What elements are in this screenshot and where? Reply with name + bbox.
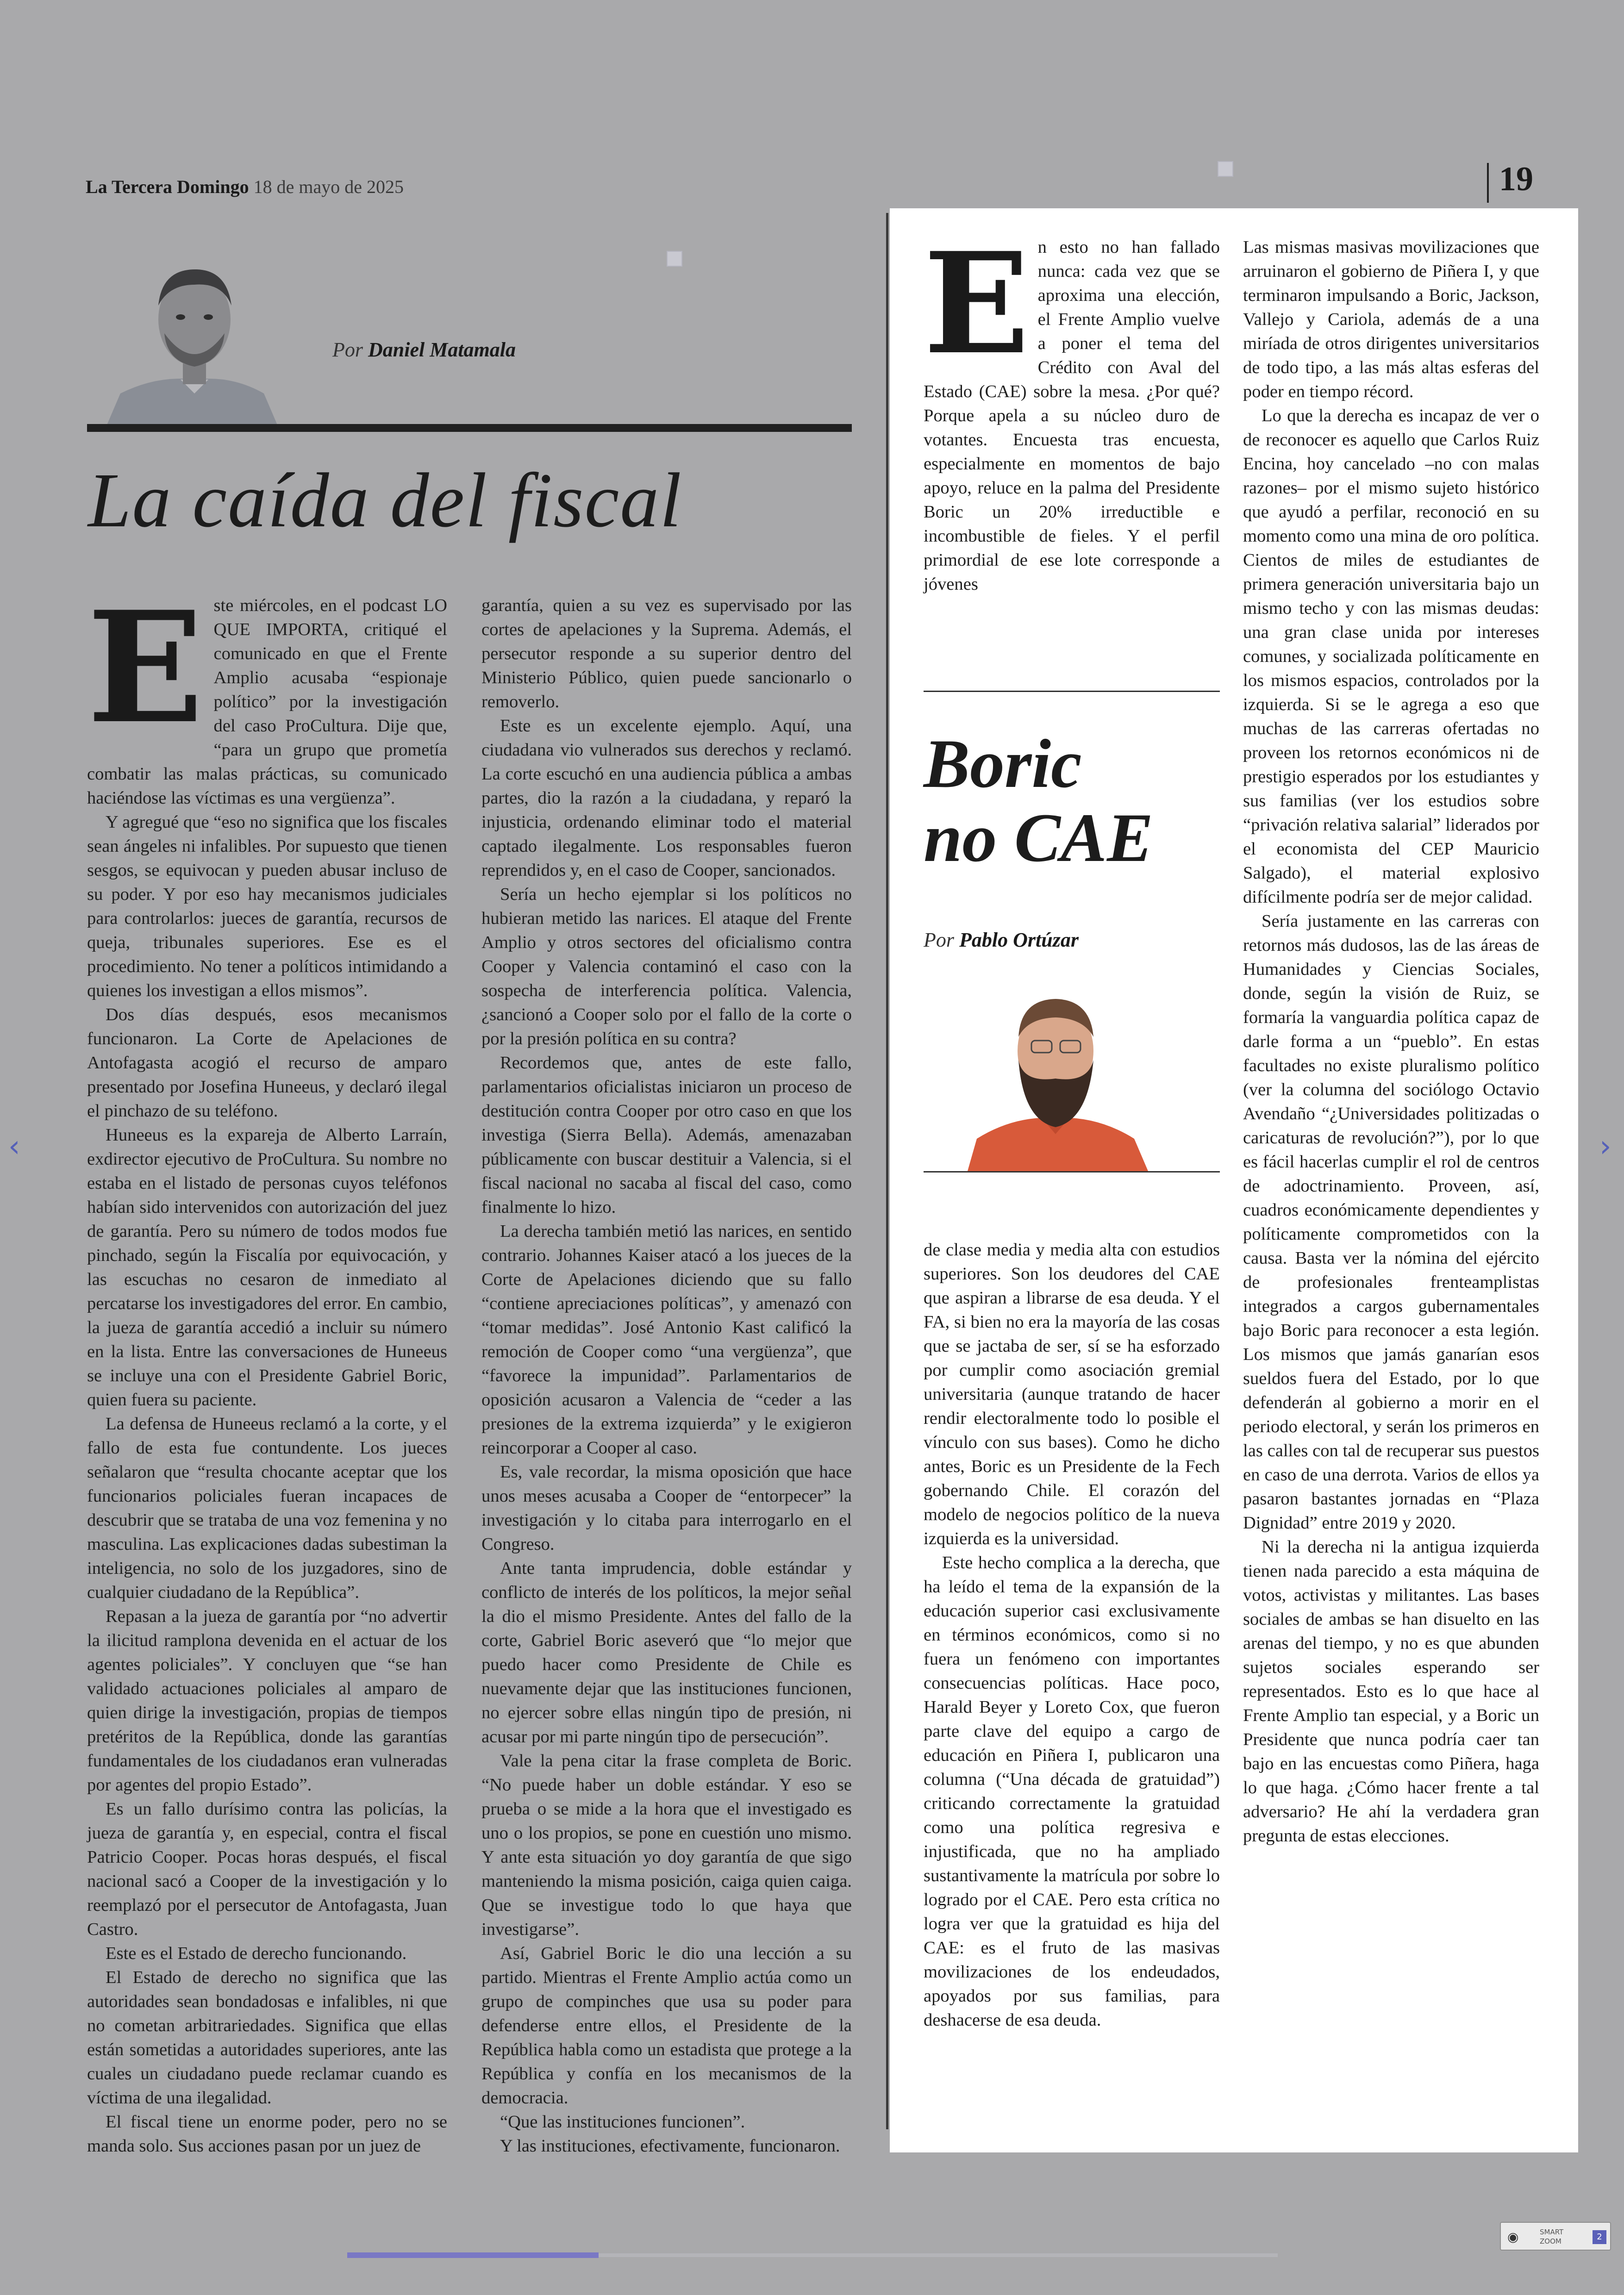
annotation-marker-icon[interactable] bbox=[667, 251, 682, 267]
column-divider bbox=[886, 213, 888, 2129]
paragraph: Lo que la derecha es incapaz de ver o de reconocer es aquello que Carlos Ruiz Encina, hoy cancelado –no con malas razones– por el mismo sujeto histórico que ayudó a perfilar, reconoció en su momento como una mina de oro política. Cientos de miles de estudiantes de primera generación universitaria bajo un mismo techo y con las mismas deudas: una gran clase unida por intereses comunes, y socializada políticamente en los mismos espacios, controlados por la izquierda. Si se le agrega a eso que muchas de las carreras ofertadas no proveen los retornos económicos ni de prestigio esperados por los estudiantes y sus familias (ver los estudios sobre “privación relativa salarial” liderados por el economista del CEP Mauricio Salgado), el material explosivo difícilmente podría ser de mejor calidad. bbox=[1243, 406, 1539, 907]
article-column bbox=[1243, 235, 1539, 1848]
paragraph: La derecha también metió las narices, en sentido contrario. Johannes Kaiser atacó a los jueces de la Corte de Apelaciones diciendo que su fallo “contiene apreciaciones políticas”, y amenazó con “tomar medidas”. José Antonio Kast calificó la remoción de Cooper como “una vergüenza”, que “favorece la impunidad”. Parlamentarios de oposición acusaron a Valencia de “ceder a las presiones de la extrema izquierda” y le exigieron reincorporar a Cooper al caso. bbox=[481, 1222, 852, 1458]
paragraph: En esto no han fallado nunca: cada vez que se aproxima una elección, el Frente Amplio vuelve a poner el tema del Crédito con Aval del Estado (CAE) sobre la mesa. ¿Por qué? Porque apela a su núcleo duro de votantes. Encuesta tras encuesta, especialmente en momentos de bajo apoyo, reluce en la palma del Presidente Boric un 20% irreductible e incombustible de fieles. Y el perfil primordial de ese lote corresponde a jóvenes bbox=[924, 222, 1220, 594]
section-divider bbox=[924, 691, 1220, 692]
paragraph: Así, Gabriel Boric le dio una lección a su partido. Mientras el Frente Amplio actúa como un grupo de compinches que usa su poder para defenderse entre ellos, el Presidente de la República habla como un estadista que protege a la República y confía en los mecanismos de la democracia. bbox=[481, 1944, 852, 2108]
paragraph: “Que las instituciones funcionen”. bbox=[500, 2112, 745, 2132]
page-header bbox=[86, 176, 404, 198]
paragraph: La defensa de Huneeus reclamó a la corte, y el fallo de esta fue contundente. Los jueces señalaron que “resulta chocante aceptar que los funcionarios policiales fueran incapaces de descubrir que se trataba de una voz femenina y no masculina. Las explicaciones dadas subestiman la inteligencia, no solo de los juzgadores, sino de cualquier ciudadano de la República”. bbox=[87, 1414, 447, 1602]
scrollbar-thumb[interactable] bbox=[347, 2252, 599, 2258]
paragraph: Y las instituciones, efectivamente, funcionaron. bbox=[500, 2136, 840, 2156]
article-column bbox=[87, 578, 447, 2158]
article-title: La caída del fiscal bbox=[88, 457, 682, 543]
paragraph: Este es un excelente ejemplo. Aquí, una ciudadana vio vulnerados sus derechos y reclamó. La corte escuchó en una audiencia pública a ambas partes, dio la razón a la ciudadana, y reparó la injusticia, ordenando eliminar todo el material captado ilegalmente. Los responsables fueron reprendidos y, en el caso de Cooper, sancionados. bbox=[481, 716, 852, 880]
photo-divider bbox=[924, 1171, 1220, 1172]
smart-zoom-button[interactable] bbox=[1500, 2222, 1611, 2251]
section-divider bbox=[87, 424, 852, 432]
paragraph: Sería justamente en las carreras con retornos más dudosos, las de las áreas de Humanidades y Ciencias Sociales, donde, según la visión de Ruiz, se formaría la vanguardia política capaz de darle forma a un “pueblo”. En estas facultades no existe pluralismo político (ver la columna del sociólogo Octavio Avendaño “¿Universidades politizadas o caricaturas de revolución?”), por lo que es fácil hacerlas cumplir el rol de centros de adoctrinamiento. Proveen, así, cuadros económicamente dependientes y políticamente comprometidos con la causa. Basta ver la nómina del ejército de profesionales frenteamplistas integrados a cargos gubernamentales bajo Boric para reconocer a esta legión. Los mismos que jamás ganarían esos sueldos fuera del Estado, por lo que defenderán al gobierno a morir en el periodo electoral, y serán los primeros en las calles con tal de recuperar sus puestos en caso de una derrota. Varios de ellos ya pasaron bastantes jornadas en “Plaza Dignidad” entre 2019 y 2020. bbox=[1243, 911, 1539, 1533]
byline-prefix: Por bbox=[332, 338, 363, 361]
paragraph: El fiscal tiene un enorme poder, pero no se manda solo. Sus acciones pasan por un juez de bbox=[87, 2112, 447, 2156]
zoom-level-badge: 2 bbox=[1593, 2230, 1606, 2244]
annotation-marker-icon[interactable] bbox=[1218, 161, 1233, 177]
paragraph: Recordemos que, antes de este fallo, parlamentarios oficialistas iniciaron un proceso de destitución contra Cooper por otro caso en que los investiga (Sierra Bella). Además, amenazaban públicamente con buscar destituir a Valencia, si el fiscal nacional no sacaba al fiscal del caso, como finalmente lo hizo. bbox=[481, 1053, 852, 1217]
byline-prefix: Por bbox=[924, 929, 954, 951]
author-name: Pablo Ortúzar bbox=[959, 929, 1079, 951]
next-page-icon[interactable]: › bbox=[1599, 1129, 1612, 1164]
paragraph: Este miércoles, en el podcast LO QUE IMPORTA, critiqué el comunicado en que el Frente Amplio acusaba “espionaje político” por la investigación del caso ProCultura. Dije que, “para un grupo que prometía combatir las malas prácticas, su comunicado haciéndose las víctimas es una vergüenza”. bbox=[87, 578, 447, 808]
article-column bbox=[924, 222, 1220, 596]
drop-cap: E bbox=[924, 222, 1030, 385]
paragraph: Ni la derecha ni la antigua izquierda tienen nada parecido a esta máquina de votos, activistas y militantes. Las bases sociales de ambas se han disuelto en las arenas del tiempo, y no es que abunden sujetos sociales esperando ser representados. Esto es lo que hace al Frente Amplio tan especial, y a Boric un Presidente que nunca podría caer tan bajo en las encuestas como Piñera, haga lo que haga. ¿Cómo hacer frente a tal adversario? He ahí la verdadera gran pregunta de estas elecciones. bbox=[1243, 1537, 1539, 1846]
paragraph: Dos días después, esos mecanismos funcionaron. La Corte de Apelaciones de Antofagasta acogió el recurso de amparo presentado por Josefina Huneeus, y declaró ilegal el pinchazo de su teléfono. bbox=[87, 1005, 447, 1121]
smart-zoom-label: SMART ZOOM bbox=[1540, 2228, 1564, 2245]
article-column bbox=[924, 1238, 1220, 2032]
paragraph: Es, vale recordar, la misma oposición que hace unos meses acusaba a Cooper de “entorpecer” la investigación y lo citaba para interrogarlo en el Congreso. bbox=[481, 1462, 852, 1554]
paragraph: Repasan a la jueza de garantía por “no advertir la ilicitud ramplona devenida en el actuar de los agentes policiales”. Y concluyen que “se han validado actuaciones policiales al amparo de quien dirige la investigación, propias de tiempos pretéritos de la República, donde las garantías fundamentales de los ciudadanos eran vulneradas por agentes del propio Estado”. bbox=[87, 1607, 447, 1795]
author-name: Daniel Matamala bbox=[368, 338, 516, 361]
paragraph: Ante tanta imprudencia, doble estándar y conflicto de interés de los políticos, la mejor señal la dio el mismo Presidente. Antes del fallo de la corte, Gabriel Boric aseveró que “lo mejor que puedo hacer como Presidente de Chile es nuevamente dejar que las instituciones funcionen, no ejercer sobre ellas ningún tipo de presión, ni acusar por mi parte ningún tipo de persecución”. bbox=[481, 1559, 852, 1746]
eye-icon: ◉ bbox=[1507, 2229, 1519, 2245]
paragraph: Sería un hecho ejemplar si los políticos no hubieran metido las narices. El ataque del Frente Amplio y otros sectores del oficialismo contra Cooper y Valencia contaminó el caso con la sospecha de interferencia política. Valencia, ¿sancionó a Cooper solo por el fallo de la corte o por la presión política en su contra? bbox=[481, 885, 852, 1048]
title-line: Boric bbox=[924, 725, 1082, 802]
paragraph: Huneeus es la expareja de Alberto Larraín, exdirector ejecutivo de ProCultura. Su nombre no estaba en el listado de personas cuyos teléfonos habían sido intervenidos con autorización del juez de garantía. Pero su número de todos modos fue pinchado, según la Fiscalía por equivocación, y las escuchas no cesaron de inmediato al percatarse los investigadores del error. En cambio, la jueza de garantía accedió a incluir su número en la lista. Entre las conversaciones de Huneeus se incluye una con el Presidente Gabriel Boric, quien fuera su paciente. bbox=[87, 1125, 447, 1409]
author-photo bbox=[88, 241, 329, 426]
page-number-divider bbox=[1487, 163, 1489, 203]
byline bbox=[332, 338, 516, 362]
article-column bbox=[481, 593, 852, 2158]
page-number: 19 bbox=[1499, 160, 1533, 198]
previous-page-icon[interactable]: ‹ bbox=[8, 1129, 20, 1164]
drop-cap: E bbox=[87, 578, 204, 757]
author-photo bbox=[949, 967, 1167, 1171]
paragraph: Es un fallo durísimo contra las policías, la jueza de garantía y, en especial, contra el fiscal Patricio Cooper. Pocas horas después, el fiscal nacional sacó a Cooper de la investigación y lo reemplazó por el persecutor de Antofagasta, Juan Castro. bbox=[87, 1799, 447, 1939]
publication-date: 18 de mayo de 2025 bbox=[253, 176, 404, 197]
paragraph: Y agregué que “eso no significa que los fiscales sean ángeles ni infalibles. Por supuesto que tienen sesgos, se equivocan y pueden abusar incluso de su poder. Y por eso hay mecanismos judiciales para controlarlos: jueces de garantía, recursos de queja, tribunales superiores. Ese es el procedimiento. No tener a políticos intimidando a quienes los investigan a ellos mismos”. bbox=[87, 812, 447, 1000]
paragraph: de clase media y media alta con estudios superiores. Son los deudores del CAE que aspiran a librarse de esa deuda. Y el FA, si bien no era la mayoría de las cosas que se jactaba de ser, sí se ha esforzado por cumplir como asociación gremial universitaria (aunque tratando de hacer rendir electoralmente todo lo posible el vínculo con sus bases). Como he dicho antes, Boric es un Presidente de la Fech gobernando Chile. El corazón del modelo de negocios político de la nueva izquierda es la universidad. bbox=[924, 1240, 1220, 1548]
article-title bbox=[924, 727, 1220, 875]
title-line: no CAE bbox=[924, 799, 1154, 876]
paragraph: El Estado de derecho no significa que las autoridades sean bondadosas e infalibles, ni que no cometan arbitrariedades. Significa que ellas están sometidas a autoridades superiores, ante las cuales un ciudadano puede reclamar cuando es víctima de una ilegalidad. bbox=[87, 1968, 447, 2108]
paragraph: Vale la pena citar la frase completa de Boric. “No puede haber un doble estándar. Y eso se prueba o se mide a la hora que el investigado es uno o los propios, se pone en cuestión uno mismo. Y ante esta situación yo doy garantía de que sigo manteniendo la misma posición, caiga quien caiga. Que se investigue todo lo que haya que investigarse”. bbox=[481, 1751, 852, 1939]
paragraph: garantía, quien a su vez es supervisado por las cortes de apelaciones y la Suprema. Además, el persecutor responde a su superior dentro del Ministerio Público, quien puede sancionarlo o removerlo. bbox=[481, 596, 852, 711]
publication-name: La Tercera Domingo bbox=[86, 176, 249, 197]
paragraph: Las mismas masivas movilizaciones que arruinaron el gobierno de Piñera I, y que terminaron impulsando a Boric, Jackson, Vallejo y Cariola, además de a una miríada de otros dirigentes universitarios de todo tipo, a las más altas esferas del poder en tiempo récord. bbox=[1243, 237, 1539, 401]
paragraph: Este hecho complica a la derecha, que ha leído el tema de la expansión de la educación superior casi exclusivamente en términos económicos, como si no fuera un fenómeno con importantes consecuencias políticas. Hace poco, Harald Beyer y Loreto Cox, que fueron parte clave del equipo a cargo de educación en Piñera I, publicaron una columna (“Una década de gratuidad”) criticando correctamente la gratuidad como una política regresiva e injustificada, que no ha ampliado sustantivamente la matrícula por sobre lo logrado por el CAE. Pero esta crítica no logra ver que la gratuidad es hija del CAE: es el fruto de las masivas movilizaciones de los endeudados, apoyados por sus familias, para deshacerse de esa deuda. bbox=[924, 1553, 1220, 2030]
byline bbox=[924, 928, 1079, 952]
paragraph: Este es el Estado de derecho funcionando. bbox=[106, 1944, 407, 1963]
